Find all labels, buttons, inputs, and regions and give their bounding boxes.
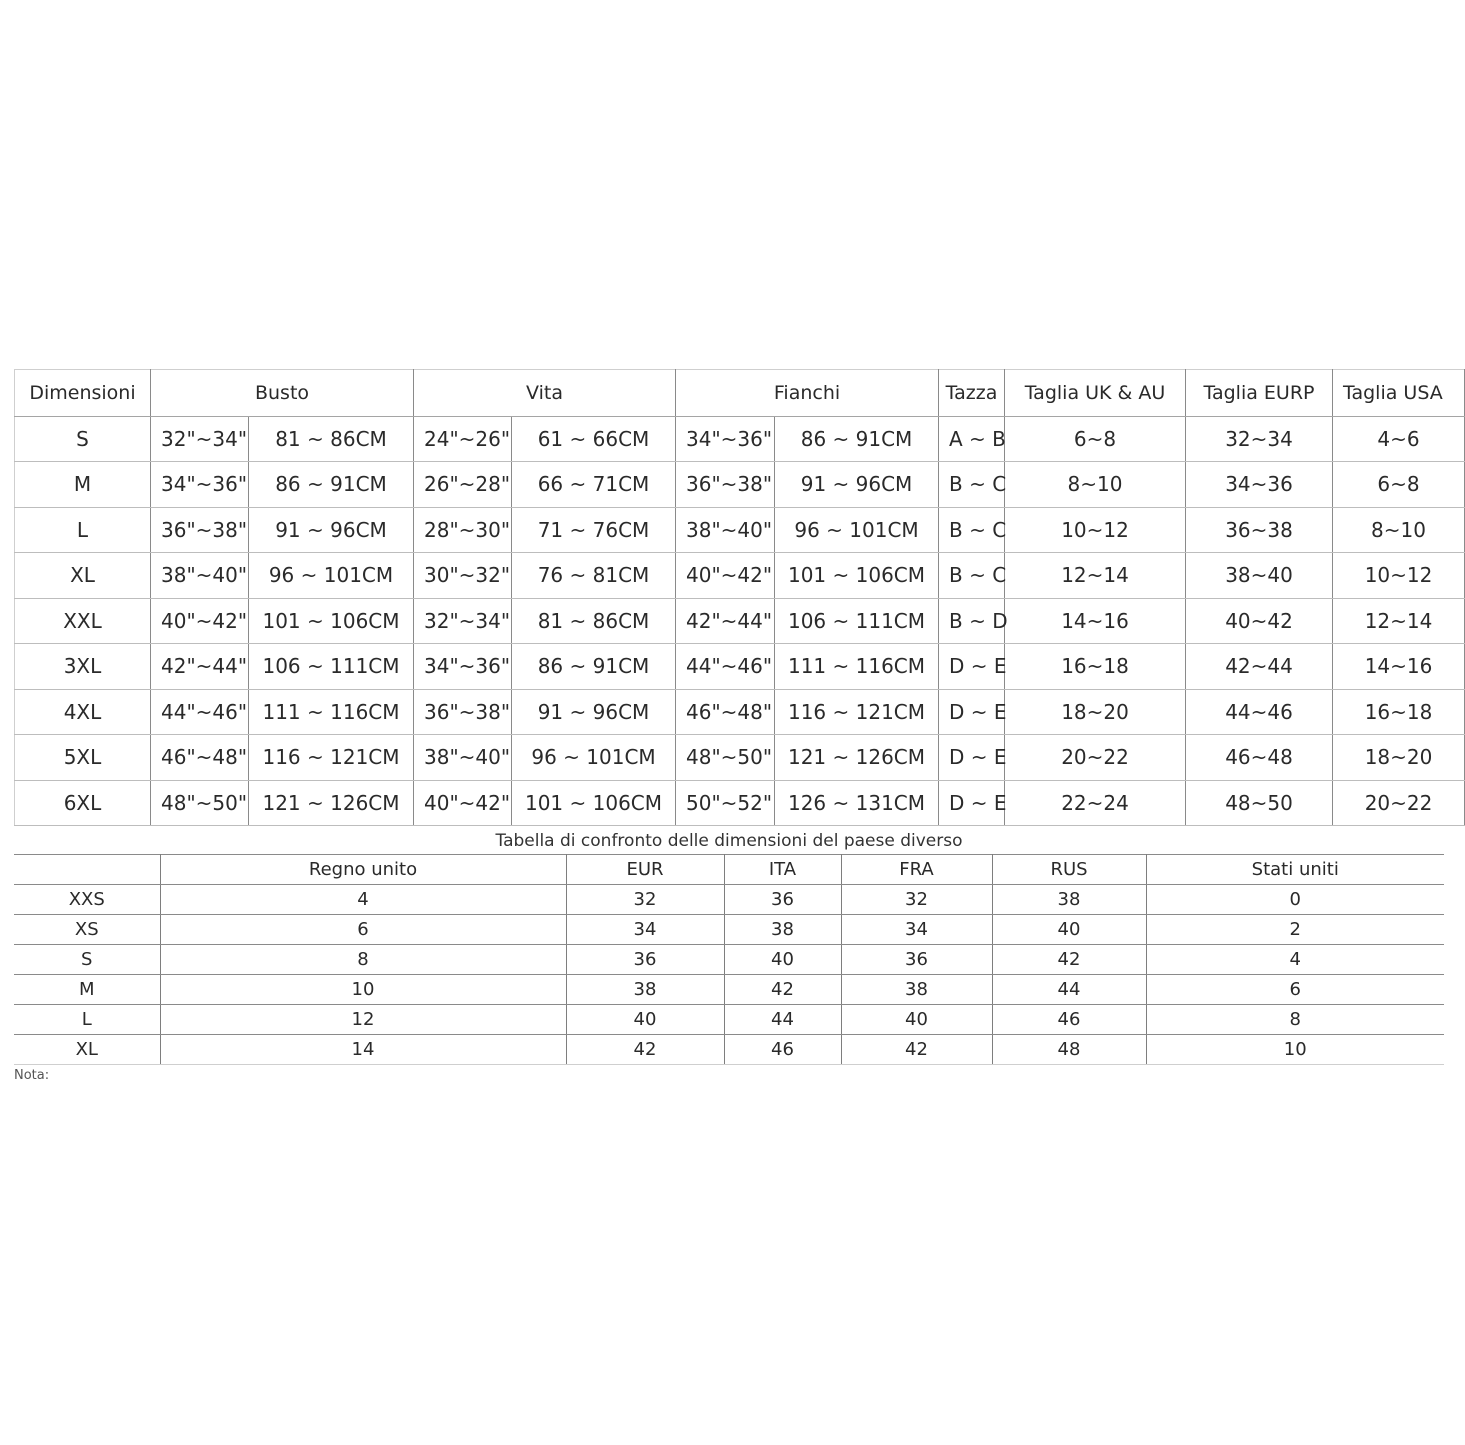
- country-cell: 42: [992, 945, 1146, 975]
- cell-bust-cm: 101 ~ 106CM: [249, 598, 414, 644]
- cell-usa: 20~22: [1333, 780, 1465, 826]
- country-table-header: [14, 855, 1444, 885]
- table-row: [15, 780, 1465, 826]
- cell-usa: 16~18: [1333, 689, 1465, 735]
- country-cell: 40: [566, 1005, 724, 1035]
- country-cell: 36: [566, 945, 724, 975]
- cell-eurp: 42~44: [1186, 644, 1333, 690]
- cell-eurp: 32~34: [1186, 416, 1333, 462]
- cell-waist-in: 36"~38": [414, 689, 512, 735]
- table-row: [15, 689, 1465, 735]
- country-cell: XL: [14, 1035, 160, 1065]
- note-label: Nota:: [14, 1068, 50, 1083]
- cell-usa: 18~20: [1333, 735, 1465, 781]
- country-cell: 0: [1146, 885, 1444, 915]
- cell-eurp: 34~36: [1186, 462, 1333, 508]
- cell-hips-cm: 126 ~ 131CM: [775, 780, 939, 826]
- country-header-cell: Stati uniti: [1146, 855, 1444, 885]
- cell-waist-cm: 61 ~ 66CM: [512, 416, 676, 462]
- cell-hips-in: 48"~50": [676, 735, 775, 781]
- cell-uk-au: 22~24: [1005, 780, 1186, 826]
- cell-waist-cm: 71 ~ 76CM: [512, 507, 676, 553]
- country-cell: 38: [841, 975, 992, 1005]
- cell-size: XL: [15, 553, 151, 599]
- cell-waist-in: 26"~28": [414, 462, 512, 508]
- cell-hips-in: 50"~52": [676, 780, 775, 826]
- country-cell: 40: [724, 945, 841, 975]
- cell-hips-cm: 111 ~ 116CM: [775, 644, 939, 690]
- header-hips: Fianchi: [676, 370, 939, 417]
- cell-bust-cm: 81 ~ 86CM: [249, 416, 414, 462]
- country-cell: 36: [841, 945, 992, 975]
- cell-size: 3XL: [15, 644, 151, 690]
- cell-waist-cm: 86 ~ 91CM: [512, 644, 676, 690]
- cell-cup: D ~ E: [939, 644, 1005, 690]
- cell-hips-cm: 101 ~ 106CM: [775, 553, 939, 599]
- table-row: [14, 945, 1444, 975]
- country-cell: 46: [724, 1035, 841, 1065]
- country-cell: L: [14, 1005, 160, 1035]
- cell-eurp: 44~46: [1186, 689, 1333, 735]
- cell-eurp: 46~48: [1186, 735, 1333, 781]
- cell-hips-in: 36"~38": [676, 462, 775, 508]
- cell-hips-in: 46"~48": [676, 689, 775, 735]
- country-cell: 32: [841, 885, 992, 915]
- country-cell: 6: [1146, 975, 1444, 1005]
- country-cell: 42: [841, 1035, 992, 1065]
- country-cell: 34: [566, 915, 724, 945]
- cell-uk-au: 14~16: [1005, 598, 1186, 644]
- cell-usa: 8~10: [1333, 507, 1465, 553]
- table-row: [14, 1005, 1444, 1035]
- cell-waist-in: 32"~34": [414, 598, 512, 644]
- country-cell: 34: [841, 915, 992, 945]
- cell-size: M: [15, 462, 151, 508]
- cell-hips-in: 34"~36": [676, 416, 775, 462]
- cell-size: S: [15, 416, 151, 462]
- table-row: [15, 598, 1465, 644]
- country-cell: 10: [160, 975, 566, 1005]
- cell-bust-cm: 91 ~ 96CM: [249, 507, 414, 553]
- header-cup: Tazza: [939, 370, 1005, 417]
- country-cell: 6: [160, 915, 566, 945]
- country-header-cell: ITA: [724, 855, 841, 885]
- country-cell: 8: [160, 945, 566, 975]
- cell-usa: 10~12: [1333, 553, 1465, 599]
- cell-bust-in: 48"~50": [151, 780, 249, 826]
- table-row: [15, 416, 1465, 462]
- cell-hips-in: 44"~46": [676, 644, 775, 690]
- cell-eurp: 38~40: [1186, 553, 1333, 599]
- country-cell: 46: [992, 1005, 1146, 1035]
- country-cell: 44: [724, 1005, 841, 1035]
- cell-size: XXL: [15, 598, 151, 644]
- country-cell: 40: [841, 1005, 992, 1035]
- cell-cup: D ~ E: [939, 689, 1005, 735]
- table-row: [15, 644, 1465, 690]
- header-eurp: Taglia EURP: [1186, 370, 1333, 417]
- cell-bust-in: 36"~38": [151, 507, 249, 553]
- cell-hips-cm: 96 ~ 101CM: [775, 507, 939, 553]
- country-cell: 44: [992, 975, 1146, 1005]
- cell-bust-cm: 116 ~ 121CM: [249, 735, 414, 781]
- cell-bust-cm: 121 ~ 126CM: [249, 780, 414, 826]
- country-cell: 42: [724, 975, 841, 1005]
- country-cell: 38: [992, 885, 1146, 915]
- country-cell: 12: [160, 1005, 566, 1035]
- cell-cup: D ~ E: [939, 735, 1005, 781]
- country-cell: 38: [566, 975, 724, 1005]
- cell-uk-au: 18~20: [1005, 689, 1186, 735]
- cell-waist-cm: 96 ~ 101CM: [512, 735, 676, 781]
- header-bust: Busto: [151, 370, 414, 417]
- table-row: [14, 975, 1444, 1005]
- cell-uk-au: 20~22: [1005, 735, 1186, 781]
- cell-size: L: [15, 507, 151, 553]
- country-cell: 38: [724, 915, 841, 945]
- size-chart: [14, 369, 1459, 1083]
- country-header-cell: RUS: [992, 855, 1146, 885]
- cell-usa: 12~14: [1333, 598, 1465, 644]
- header-uk-au: Taglia UK & AU: [1005, 370, 1186, 417]
- size-table: [14, 369, 1465, 826]
- country-cell: 32: [566, 885, 724, 915]
- cell-bust-in: 46"~48": [151, 735, 249, 781]
- country-cell: 2: [1146, 915, 1444, 945]
- cell-uk-au: 16~18: [1005, 644, 1186, 690]
- country-cell: M: [14, 975, 160, 1005]
- cell-size: 5XL: [15, 735, 151, 781]
- cell-bust-in: 42"~44": [151, 644, 249, 690]
- cell-uk-au: 12~14: [1005, 553, 1186, 599]
- cell-bust-cm: 86 ~ 91CM: [249, 462, 414, 508]
- country-header-cell: Regno unito: [160, 855, 566, 885]
- cell-hips-cm: 106 ~ 111CM: [775, 598, 939, 644]
- cell-waist-in: 38"~40": [414, 735, 512, 781]
- country-cell: 10: [1146, 1035, 1444, 1065]
- cell-bust-cm: 106 ~ 111CM: [249, 644, 414, 690]
- header-usa: Taglia USA: [1333, 370, 1465, 417]
- cell-bust-in: 32"~34": [151, 416, 249, 462]
- cell-bust-in: 44"~46": [151, 689, 249, 735]
- country-header-cell: [14, 855, 160, 885]
- cell-waist-in: 28"~30": [414, 507, 512, 553]
- size-table-header: [15, 370, 1465, 417]
- cell-bust-in: 40"~42": [151, 598, 249, 644]
- country-cell: 8: [1146, 1005, 1444, 1035]
- country-cell: XXS: [14, 885, 160, 915]
- cell-cup: B ~ C: [939, 553, 1005, 599]
- cell-size: 4XL: [15, 689, 151, 735]
- cell-usa: 6~8: [1333, 462, 1465, 508]
- cell-size: 6XL: [15, 780, 151, 826]
- cell-hips-in: 42"~44": [676, 598, 775, 644]
- table-row: [15, 507, 1465, 553]
- country-cell: 14: [160, 1035, 566, 1065]
- header-waist: Vita: [414, 370, 676, 417]
- cell-hips-in: 38"~40": [676, 507, 775, 553]
- cell-waist-cm: 91 ~ 96CM: [512, 689, 676, 735]
- cell-uk-au: 10~12: [1005, 507, 1186, 553]
- country-cell: 4: [160, 885, 566, 915]
- country-cell: 42: [566, 1035, 724, 1065]
- cell-hips-cm: 91 ~ 96CM: [775, 462, 939, 508]
- country-cell: 40: [992, 915, 1146, 945]
- cell-bust-in: 34"~36": [151, 462, 249, 508]
- cell-eurp: 48~50: [1186, 780, 1333, 826]
- header-size: Dimensioni: [15, 370, 151, 417]
- cell-bust-cm: 111 ~ 116CM: [249, 689, 414, 735]
- country-cell: XS: [14, 915, 160, 945]
- table-row: [15, 553, 1465, 599]
- cell-waist-cm: 101 ~ 106CM: [512, 780, 676, 826]
- table-row: [14, 885, 1444, 915]
- cell-hips-cm: 121 ~ 126CM: [775, 735, 939, 781]
- country-cell: 4: [1146, 945, 1444, 975]
- country-cell: 48: [992, 1035, 1146, 1065]
- table-row: [14, 1035, 1444, 1065]
- cell-waist-cm: 76 ~ 81CM: [512, 553, 676, 599]
- cell-waist-in: 24"~26": [414, 416, 512, 462]
- cell-waist-in: 34"~36": [414, 644, 512, 690]
- cell-cup: B ~ D: [939, 598, 1005, 644]
- cell-usa: 4~6: [1333, 416, 1465, 462]
- cell-uk-au: 6~8: [1005, 416, 1186, 462]
- cell-waist-in: 30"~32": [414, 553, 512, 599]
- cell-cup: B ~ C: [939, 462, 1005, 508]
- cell-cup: A ~ B: [939, 416, 1005, 462]
- country-header-cell: EUR: [566, 855, 724, 885]
- cell-uk-au: 8~10: [1005, 462, 1186, 508]
- cell-waist-in: 40"~42": [414, 780, 512, 826]
- cell-waist-cm: 66 ~ 71CM: [512, 462, 676, 508]
- cell-eurp: 40~42: [1186, 598, 1333, 644]
- cell-hips-cm: 116 ~ 121CM: [775, 689, 939, 735]
- cell-usa: 14~16: [1333, 644, 1465, 690]
- cell-waist-cm: 81 ~ 86CM: [512, 598, 676, 644]
- country-header-cell: FRA: [841, 855, 992, 885]
- cell-hips-cm: 86 ~ 91CM: [775, 416, 939, 462]
- table-row: [15, 735, 1465, 781]
- cell-cup: D ~ E: [939, 780, 1005, 826]
- country-comparison-table: [14, 854, 1444, 1065]
- table-row: [15, 462, 1465, 508]
- country-cell: 36: [724, 885, 841, 915]
- cell-cup: B ~ C: [939, 507, 1005, 553]
- table-row: [14, 915, 1444, 945]
- cell-eurp: 36~38: [1186, 507, 1333, 553]
- cell-bust-cm: 96 ~ 101CM: [249, 553, 414, 599]
- comparison-caption: Tabella di confronto delle dimensioni del paese diverso: [495, 831, 963, 851]
- cell-bust-in: 38"~40": [151, 553, 249, 599]
- country-cell: S: [14, 945, 160, 975]
- cell-hips-in: 40"~42": [676, 553, 775, 599]
